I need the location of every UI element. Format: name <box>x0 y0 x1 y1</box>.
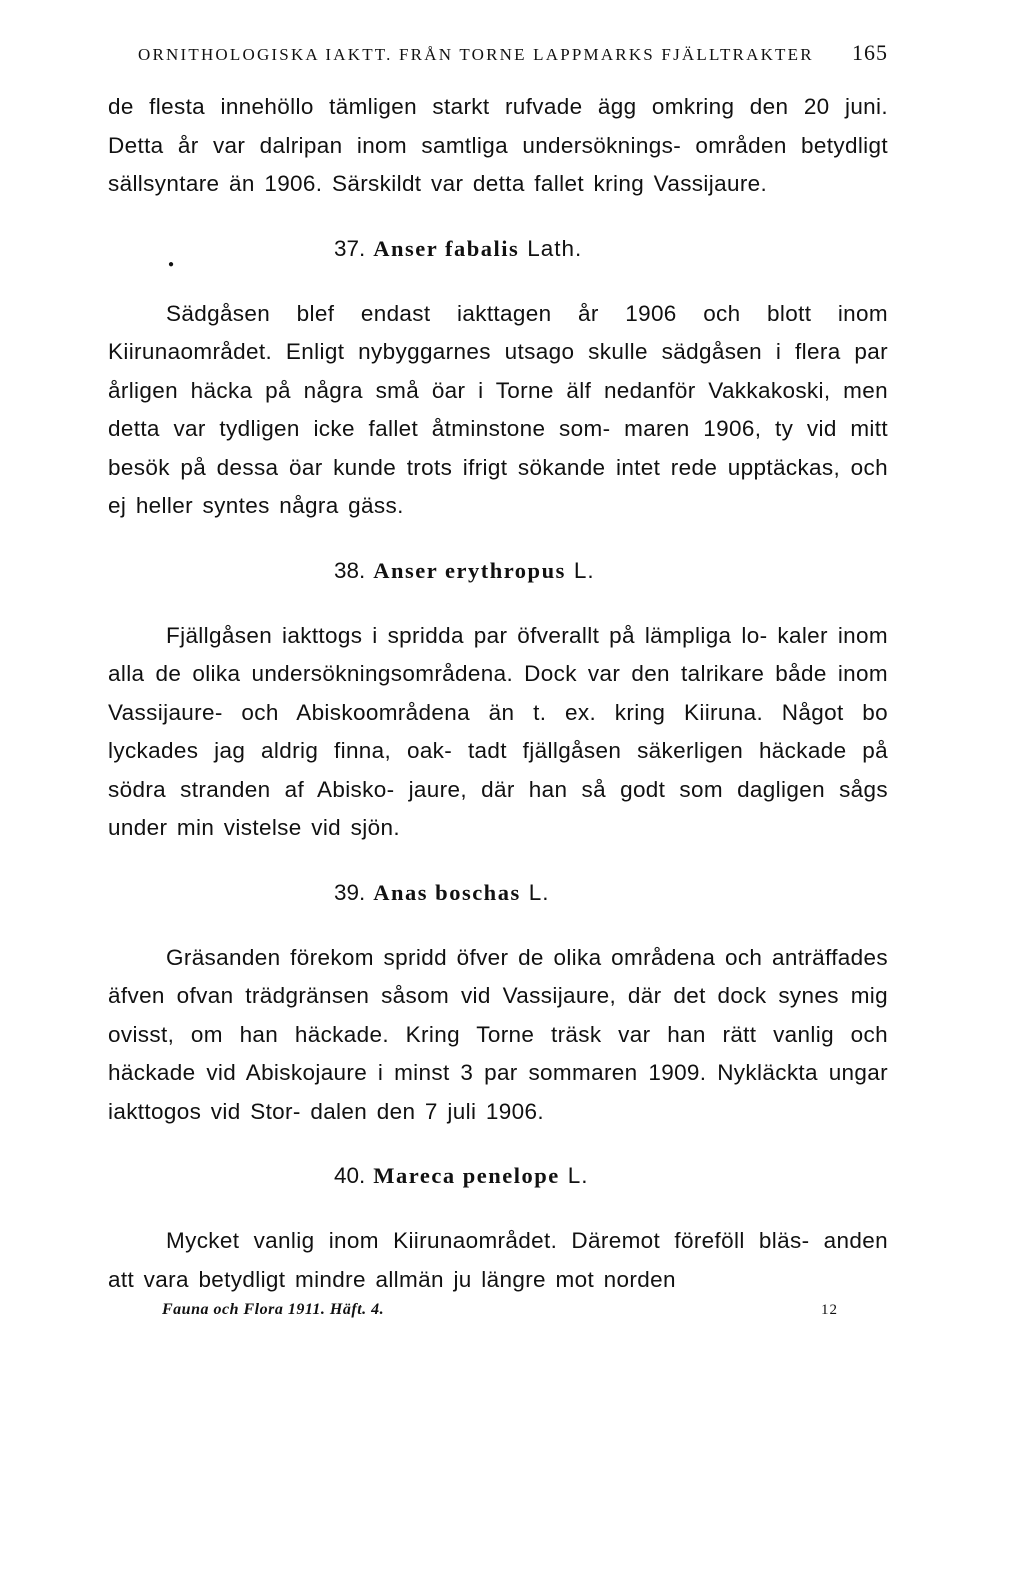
species-number: 39. <box>334 879 366 905</box>
page-footer <box>108 1301 888 1319</box>
species-number: 38. <box>334 557 366 583</box>
species-latin-name: Anas boschas <box>373 879 521 905</box>
bullet-mark-icon: ● <box>168 258 175 270</box>
running-head <box>138 40 888 66</box>
species-paragraph-37: Sädgåsen blef endast iakttagen år 1906 och blott inom Kiirunaområdet. Enligt nybyggarnes utsago skulle sädgåsen i flera par årligen häcka på några små öar i Torne älf nedanför Vakkakoski, men detta var tydligen icke fallet åtminstone som- maren 1906, ty vid mitt besök på dessa öar kunde trots ifrigt sökande intet rede upptäckas, och ej heller syntes några gäss. <box>108 300 888 518</box>
species-author: L. <box>567 1163 589 1188</box>
running-title: ORNITHOLOGISKA IAKTT. FRÅN TORNE LAPPMARKS FJÄLLTRAKTER <box>138 45 814 64</box>
species-heading-38 <box>108 556 888 586</box>
intro-paragraph: de flesta innehöllo tämligen starkt rufvade ägg omkring den 20 juni. Detta år var dalripan inom samtliga undersöknings- områden betydligt sällsyntare än 1906. Särskildt var detta fallet kring Vassijaure. <box>108 94 888 196</box>
species-latin-name: Anser fabalis <box>373 235 520 261</box>
species-latin-name: Mareca penelope <box>373 1163 560 1188</box>
species-heading-37 <box>108 234 888 270</box>
species-latin-name: Anser erythropus <box>373 557 566 583</box>
species-author: L. <box>528 879 550 905</box>
species-paragraph-38: Fjällgåsen iakttogs i spridda par öfverallt på lämpliga lo- kaler inom alla de olika undersökningsområdena. Dock var den talrikare både inom Vassijaure- och Abiskoområdena än t. ex. kring Kiiruna. Något bo lyckades jag aldrig finna, oak- tadt fjällgåsen säkerligen häckade på södra stranden af Abisko- jaure, där han så godt som dagligen sågs under min vistelse vid sjön. <box>108 622 888 840</box>
species-author: L. <box>573 557 595 583</box>
species-heading-40 <box>108 1161 888 1191</box>
species-paragraph-39: Gräsanden förekom spridd öfver de olika områdena och anträffades äfven ofvan trädgränsen såsom vid Vassijaure, där det dock synes mig ovisst, om han häckade. Kring Torne träsk var han rätt vanlig och häckade vid Abiskojaure i minst 3 par sommaren 1909. Nykläckta ungar iakttogos vid Stor- dalen den 7 juli 1906. <box>108 944 888 1124</box>
species-number: 37. <box>334 235 366 261</box>
species-number: 40. <box>334 1163 366 1188</box>
species-heading-39 <box>108 878 888 908</box>
journal-reference: Fauna och Flora 1911. Häft. 4. <box>162 1301 385 1318</box>
signature-mark: 12 <box>821 1302 838 1318</box>
page-number: 165 <box>852 40 888 65</box>
page <box>108 40 888 1319</box>
species-paragraph-40: Mycket vanlig inom Kiirunaområdet. Däremot föreföll bläs- anden att vara betydligt mindre allmän ju längre mot norden <box>108 1228 888 1292</box>
species-author: Lath. <box>527 235 583 261</box>
